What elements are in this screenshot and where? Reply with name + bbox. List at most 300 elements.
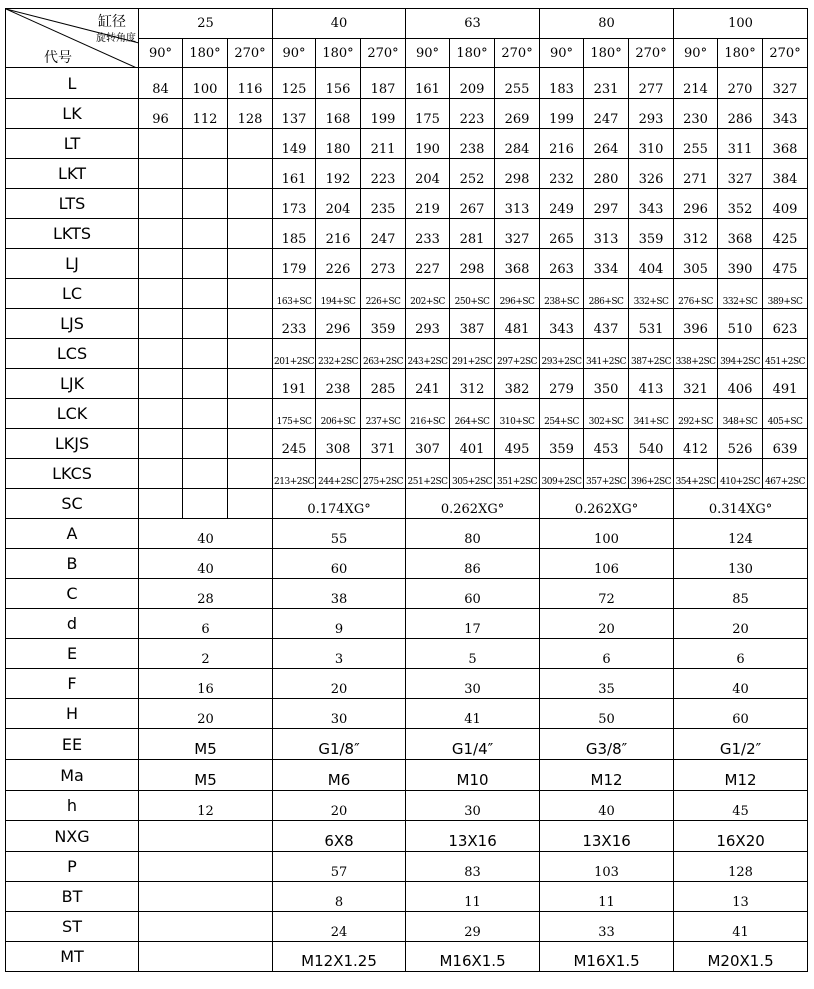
table-cell: 305+2SC bbox=[450, 459, 495, 489]
angle-header: 180° bbox=[450, 39, 495, 68]
table-cell: 216 bbox=[540, 129, 584, 159]
table-cell: 12 bbox=[139, 791, 273, 821]
table-cell: 201+2SC bbox=[273, 339, 316, 369]
table-cell: 341+SC bbox=[629, 399, 674, 429]
row-code: LC bbox=[6, 279, 139, 309]
row-code: ST bbox=[6, 912, 139, 942]
table-cell: 264 bbox=[584, 129, 629, 159]
table-cell: 24 bbox=[273, 912, 406, 942]
bore-header-100: 100 bbox=[674, 9, 808, 39]
table-cell: 232+2SC bbox=[316, 339, 361, 369]
empty-cell bbox=[183, 189, 228, 219]
table-cell: 296 bbox=[674, 189, 718, 219]
table-cell: 199 bbox=[361, 99, 406, 129]
table-cell: 233 bbox=[406, 219, 450, 249]
table-cell: 401 bbox=[450, 429, 495, 459]
table-cell: 293 bbox=[629, 99, 674, 129]
table-cell: 231 bbox=[584, 68, 629, 99]
table-cell: 267 bbox=[450, 189, 495, 219]
empty-cell bbox=[139, 912, 273, 942]
table-cell: 0.174XG° bbox=[273, 489, 406, 519]
table-cell: 412 bbox=[674, 429, 718, 459]
table-cell: 199 bbox=[540, 99, 584, 129]
table-cell: 214 bbox=[674, 68, 718, 99]
header-corner bbox=[6, 9, 139, 68]
empty-cell bbox=[183, 459, 228, 489]
table-cell: 116 bbox=[228, 68, 273, 99]
table-cell: M16X1.5 bbox=[540, 942, 674, 972]
table-row bbox=[6, 399, 808, 429]
empty-cell bbox=[228, 219, 273, 249]
table-row bbox=[6, 760, 808, 791]
table-cell: 192 bbox=[316, 159, 361, 189]
table-cell: 223 bbox=[361, 159, 406, 189]
table-cell: 273 bbox=[361, 249, 406, 279]
table-cell: 302+SC bbox=[584, 399, 629, 429]
table-cell: G1/8″ bbox=[273, 729, 406, 760]
table-row bbox=[6, 791, 808, 821]
table-row bbox=[6, 459, 808, 489]
table-cell: G1/2″ bbox=[674, 729, 808, 760]
table-cell: 276+SC bbox=[674, 279, 718, 309]
row-code: LJ bbox=[6, 249, 139, 279]
angle-header: 90° bbox=[674, 39, 718, 68]
row-code: LKCS bbox=[6, 459, 139, 489]
corner-bore-label: 缸径 bbox=[98, 14, 126, 30]
table-cell: 209 bbox=[450, 68, 495, 99]
table-row bbox=[6, 942, 808, 972]
table-cell: 211 bbox=[361, 129, 406, 159]
table-row bbox=[6, 429, 808, 459]
empty-cell bbox=[139, 821, 273, 852]
table-cell: 0.262XG° bbox=[406, 489, 540, 519]
table-row bbox=[6, 669, 808, 699]
table-row bbox=[6, 489, 808, 519]
table-cell: 425 bbox=[763, 219, 808, 249]
table-cell: 238 bbox=[316, 369, 361, 399]
table-cell: 29 bbox=[406, 912, 540, 942]
table-cell: 350 bbox=[584, 369, 629, 399]
table-cell: M6 bbox=[273, 760, 406, 791]
table-cell: 368 bbox=[763, 129, 808, 159]
table-cell: 526 bbox=[718, 429, 763, 459]
table-cell: 310+SC bbox=[495, 399, 540, 429]
table-cell: 204 bbox=[406, 159, 450, 189]
table-cell: 334 bbox=[584, 249, 629, 279]
empty-cell bbox=[139, 159, 183, 189]
table-row bbox=[6, 279, 808, 309]
table-cell: 237+SC bbox=[361, 399, 406, 429]
table-cell: 45 bbox=[674, 791, 808, 821]
table-row bbox=[6, 912, 808, 942]
table-row bbox=[6, 549, 808, 579]
table-cell: 371 bbox=[361, 429, 406, 459]
angle-header: 90° bbox=[139, 39, 183, 68]
row-code: EE bbox=[6, 729, 139, 760]
table-row bbox=[6, 249, 808, 279]
row-code: LCS bbox=[6, 339, 139, 369]
corner-code-label: 代号 bbox=[44, 50, 72, 66]
table-cell: 409 bbox=[763, 189, 808, 219]
angle-header: 270° bbox=[763, 39, 808, 68]
table-cell: 30 bbox=[273, 699, 406, 729]
angle-header: 270° bbox=[629, 39, 674, 68]
row-code: SC bbox=[6, 489, 139, 519]
row-code: LKT bbox=[6, 159, 139, 189]
table-cell: 20 bbox=[674, 609, 808, 639]
table-cell: 352 bbox=[718, 189, 763, 219]
table-cell: 40 bbox=[139, 519, 273, 549]
table-row bbox=[6, 189, 808, 219]
table-cell: 451+2SC bbox=[763, 339, 808, 369]
table-cell: 233 bbox=[273, 309, 316, 339]
empty-cell bbox=[139, 369, 183, 399]
table-cell: 202+SC bbox=[406, 279, 450, 309]
empty-cell bbox=[139, 429, 183, 459]
empty-cell bbox=[183, 219, 228, 249]
table-cell: 6 bbox=[674, 639, 808, 669]
table-row bbox=[6, 609, 808, 639]
empty-cell bbox=[183, 129, 228, 159]
table-cell: 112 bbox=[183, 99, 228, 129]
row-code: P bbox=[6, 852, 139, 882]
table-cell: 232 bbox=[540, 159, 584, 189]
table-cell: 348+SC bbox=[718, 399, 763, 429]
table-cell: 293+2SC bbox=[540, 339, 584, 369]
table-cell: 41 bbox=[406, 699, 540, 729]
table-cell: 100 bbox=[183, 68, 228, 99]
table-cell: 275+2SC bbox=[361, 459, 406, 489]
table-cell: M12 bbox=[540, 760, 674, 791]
table-cell: 183 bbox=[540, 68, 584, 99]
row-code: A bbox=[6, 519, 139, 549]
table-cell: 38 bbox=[273, 579, 406, 609]
row-code: LCK bbox=[6, 399, 139, 429]
table-cell: 28 bbox=[139, 579, 273, 609]
table-cell: 6 bbox=[540, 639, 674, 669]
empty-cell bbox=[228, 429, 273, 459]
table-cell: 8 bbox=[273, 882, 406, 912]
table-cell: 2 bbox=[139, 639, 273, 669]
table-cell: 510 bbox=[718, 309, 763, 339]
empty-cell bbox=[139, 399, 183, 429]
table-cell: 384 bbox=[763, 159, 808, 189]
table-cell: 238 bbox=[450, 129, 495, 159]
table-cell: 60 bbox=[674, 699, 808, 729]
table-cell: 243+2SC bbox=[406, 339, 450, 369]
row-code: MT bbox=[6, 942, 139, 972]
table-cell: 305 bbox=[674, 249, 718, 279]
table-cell: 351+2SC bbox=[495, 459, 540, 489]
table-cell: 250+SC bbox=[450, 279, 495, 309]
table-cell: 194+SC bbox=[316, 279, 361, 309]
table-cell: 406 bbox=[718, 369, 763, 399]
table-cell: 179 bbox=[273, 249, 316, 279]
table-cell: 405+SC bbox=[763, 399, 808, 429]
table-cell: 297+2SC bbox=[495, 339, 540, 369]
table-cell: 84 bbox=[139, 68, 183, 99]
table-cell: 40 bbox=[674, 669, 808, 699]
table-cell: 623 bbox=[763, 309, 808, 339]
empty-cell bbox=[139, 129, 183, 159]
table-cell: 57 bbox=[273, 852, 406, 882]
angle-header: 180° bbox=[316, 39, 361, 68]
row-code: d bbox=[6, 609, 139, 639]
empty-cell bbox=[228, 309, 273, 339]
table-cell: G1/4″ bbox=[406, 729, 540, 760]
table-cell: 354+2SC bbox=[674, 459, 718, 489]
table-cell: 292+SC bbox=[674, 399, 718, 429]
row-code: E bbox=[6, 639, 139, 669]
table-cell: 311 bbox=[718, 129, 763, 159]
table-cell: 481 bbox=[495, 309, 540, 339]
table-row bbox=[6, 369, 808, 399]
table-cell: M5 bbox=[139, 729, 273, 760]
table-cell: M20X1.5 bbox=[674, 942, 808, 972]
table-cell: 85 bbox=[674, 579, 808, 609]
table-cell: 72 bbox=[540, 579, 674, 609]
angle-header: 90° bbox=[406, 39, 450, 68]
angle-header: 270° bbox=[228, 39, 273, 68]
table-cell: 244+2SC bbox=[316, 459, 361, 489]
table-cell: 368 bbox=[495, 249, 540, 279]
table-row bbox=[6, 99, 808, 129]
table-row bbox=[6, 339, 808, 369]
table-cell: 359 bbox=[540, 429, 584, 459]
table-cell: 271 bbox=[674, 159, 718, 189]
table-cell: 284 bbox=[495, 129, 540, 159]
table-row bbox=[6, 129, 808, 159]
table-cell: 341+2SC bbox=[584, 339, 629, 369]
table-cell: 312 bbox=[450, 369, 495, 399]
table-cell: 17 bbox=[406, 609, 540, 639]
table-cell: 137 bbox=[273, 99, 316, 129]
table-cell: 359 bbox=[629, 219, 674, 249]
table-cell: 247 bbox=[584, 99, 629, 129]
bore-header-63: 63 bbox=[406, 9, 540, 39]
empty-cell bbox=[228, 399, 273, 429]
table-cell: 103 bbox=[540, 852, 674, 882]
table-cell: 20 bbox=[139, 699, 273, 729]
table-cell: 263+2SC bbox=[361, 339, 406, 369]
header-bore-row bbox=[6, 9, 808, 39]
empty-cell bbox=[183, 399, 228, 429]
table-cell: 368 bbox=[718, 219, 763, 249]
bore-header-40: 40 bbox=[273, 9, 406, 39]
table-cell: 413 bbox=[629, 369, 674, 399]
table-row bbox=[6, 309, 808, 339]
empty-cell bbox=[228, 129, 273, 159]
row-code: Ma bbox=[6, 760, 139, 791]
table-cell: 50 bbox=[540, 699, 674, 729]
table-cell: 437 bbox=[584, 309, 629, 339]
table-cell: 249 bbox=[540, 189, 584, 219]
table-cell: 20 bbox=[273, 669, 406, 699]
table-cell: 247 bbox=[361, 219, 406, 249]
table-cell: 219 bbox=[406, 189, 450, 219]
empty-cell bbox=[139, 189, 183, 219]
row-code: LKJS bbox=[6, 429, 139, 459]
bore-header-80: 80 bbox=[540, 9, 674, 39]
row-code: BT bbox=[6, 882, 139, 912]
table-cell: 156 bbox=[316, 68, 361, 99]
table-row bbox=[6, 639, 808, 669]
table-cell: 230 bbox=[674, 99, 718, 129]
table-cell: 291+2SC bbox=[450, 339, 495, 369]
table-cell: 3 bbox=[273, 639, 406, 669]
table-cell: 396 bbox=[674, 309, 718, 339]
table-cell: 238+SC bbox=[540, 279, 584, 309]
row-code: LT bbox=[6, 129, 139, 159]
table-cell: 30 bbox=[406, 791, 540, 821]
table-cell: 128 bbox=[228, 99, 273, 129]
table-cell: 13X16 bbox=[540, 821, 674, 852]
table-cell: 332+SC bbox=[629, 279, 674, 309]
angle-header: 90° bbox=[273, 39, 316, 68]
corner-angle-label: 旋转角度 bbox=[96, 33, 136, 44]
table-cell: 227 bbox=[406, 249, 450, 279]
table-row bbox=[6, 219, 808, 249]
empty-cell bbox=[139, 882, 273, 912]
bore-header-25: 25 bbox=[139, 9, 273, 39]
table-cell: 204 bbox=[316, 189, 361, 219]
table-cell: 13 bbox=[674, 882, 808, 912]
table-cell: 16X20 bbox=[674, 821, 808, 852]
table-cell: 338+2SC bbox=[674, 339, 718, 369]
table-cell: 125 bbox=[273, 68, 316, 99]
row-code: LJK bbox=[6, 369, 139, 399]
empty-cell bbox=[228, 339, 273, 369]
table-cell: 387 bbox=[450, 309, 495, 339]
table-cell: 100 bbox=[540, 519, 674, 549]
table-cell: 308 bbox=[316, 429, 361, 459]
table-cell: 263 bbox=[540, 249, 584, 279]
empty-cell bbox=[183, 489, 228, 519]
table-cell: 185 bbox=[273, 219, 316, 249]
row-code: NXG bbox=[6, 821, 139, 852]
table-cell: 40 bbox=[540, 791, 674, 821]
table-cell: 298 bbox=[495, 159, 540, 189]
table-cell: 332+SC bbox=[718, 279, 763, 309]
table-cell: 286+SC bbox=[584, 279, 629, 309]
angle-header: 180° bbox=[584, 39, 629, 68]
empty-cell bbox=[228, 369, 273, 399]
row-code: C bbox=[6, 579, 139, 609]
row-code: LJS bbox=[6, 309, 139, 339]
table-cell: 180 bbox=[316, 129, 361, 159]
table-cell: 55 bbox=[273, 519, 406, 549]
cylinder-dimension-table bbox=[5, 8, 808, 972]
table-cell: 226 bbox=[316, 249, 361, 279]
table-cell: M5 bbox=[139, 760, 273, 791]
empty-cell bbox=[183, 249, 228, 279]
empty-cell bbox=[183, 279, 228, 309]
table-cell: 124 bbox=[674, 519, 808, 549]
table-cell: 389+SC bbox=[763, 279, 808, 309]
table-cell: 16 bbox=[139, 669, 273, 699]
angle-header: 270° bbox=[361, 39, 406, 68]
table-cell: 149 bbox=[273, 129, 316, 159]
table-row bbox=[6, 852, 808, 882]
table-cell: 216 bbox=[316, 219, 361, 249]
empty-cell bbox=[183, 159, 228, 189]
table-row bbox=[6, 729, 808, 760]
table-cell: 279 bbox=[540, 369, 584, 399]
table-cell: 326 bbox=[629, 159, 674, 189]
empty-cell bbox=[139, 279, 183, 309]
row-code: F bbox=[6, 669, 139, 699]
table-cell: 307 bbox=[406, 429, 450, 459]
empty-cell bbox=[139, 459, 183, 489]
row-code: LTS bbox=[6, 189, 139, 219]
angle-header: 180° bbox=[718, 39, 763, 68]
table-cell: 161 bbox=[273, 159, 316, 189]
table-cell: 404 bbox=[629, 249, 674, 279]
table-cell: 13X16 bbox=[406, 821, 540, 852]
table-cell: 6X8 bbox=[273, 821, 406, 852]
table-cell: 40 bbox=[139, 549, 273, 579]
table-cell: 86 bbox=[406, 549, 540, 579]
table-cell: 357+2SC bbox=[584, 459, 629, 489]
table-cell: 296 bbox=[316, 309, 361, 339]
table-cell: M16X1.5 bbox=[406, 942, 540, 972]
empty-cell bbox=[228, 249, 273, 279]
table-cell: 83 bbox=[406, 852, 540, 882]
table-cell: 175+SC bbox=[273, 399, 316, 429]
table-cell: 11 bbox=[406, 882, 540, 912]
table-cell: 293 bbox=[406, 309, 450, 339]
table-cell: 359 bbox=[361, 309, 406, 339]
table-cell: 251+2SC bbox=[406, 459, 450, 489]
table-cell: 277 bbox=[629, 68, 674, 99]
table-cell: 343 bbox=[763, 99, 808, 129]
empty-cell bbox=[139, 339, 183, 369]
empty-cell bbox=[228, 279, 273, 309]
table-cell: M12 bbox=[674, 760, 808, 791]
table-cell: 281 bbox=[450, 219, 495, 249]
table-cell: 35 bbox=[540, 669, 674, 699]
table-cell: 33 bbox=[540, 912, 674, 942]
table-cell: 206+SC bbox=[316, 399, 361, 429]
table-row bbox=[6, 68, 808, 99]
table-cell: 20 bbox=[273, 791, 406, 821]
table-cell: 531 bbox=[629, 309, 674, 339]
row-code: H bbox=[6, 699, 139, 729]
table-cell: 491 bbox=[763, 369, 808, 399]
table-cell: 80 bbox=[406, 519, 540, 549]
table-cell: 187 bbox=[361, 68, 406, 99]
empty-cell bbox=[228, 489, 273, 519]
empty-cell bbox=[139, 942, 273, 972]
row-code: h bbox=[6, 791, 139, 821]
angle-header: 90° bbox=[540, 39, 584, 68]
table-cell: 20 bbox=[540, 609, 674, 639]
table-row bbox=[6, 699, 808, 729]
table-cell: 310 bbox=[629, 129, 674, 159]
table-cell: 190 bbox=[406, 129, 450, 159]
table-cell: 226+SC bbox=[361, 279, 406, 309]
table-cell: 467+2SC bbox=[763, 459, 808, 489]
empty-cell bbox=[139, 489, 183, 519]
table-cell: M12X1.25 bbox=[273, 942, 406, 972]
table-cell: 130 bbox=[674, 549, 808, 579]
table-cell: 255 bbox=[495, 68, 540, 99]
table-cell: 255 bbox=[674, 129, 718, 159]
table-cell: 453 bbox=[584, 429, 629, 459]
empty-cell bbox=[183, 339, 228, 369]
table-cell: 396+2SC bbox=[629, 459, 674, 489]
angle-header: 180° bbox=[183, 39, 228, 68]
